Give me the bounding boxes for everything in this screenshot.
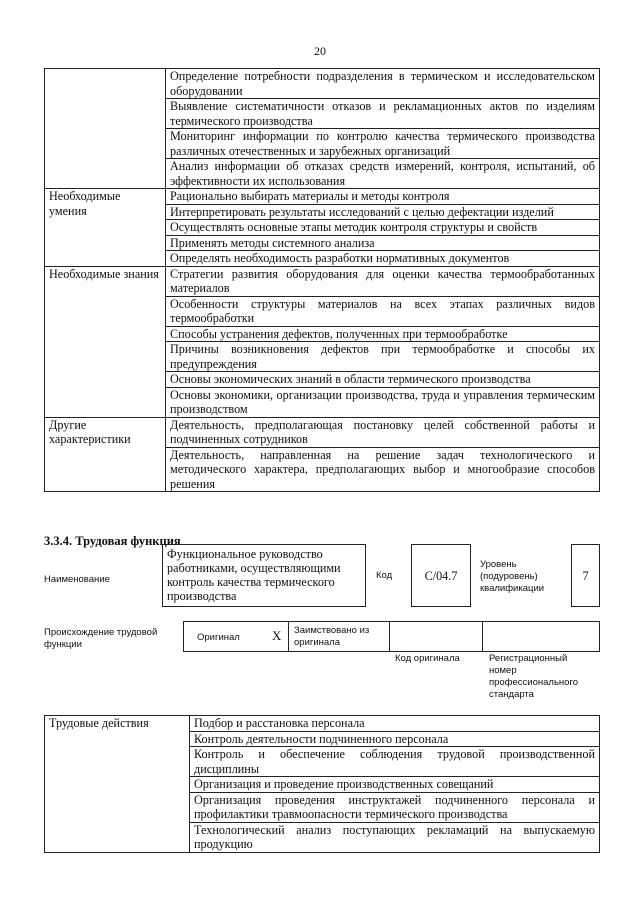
- code-value: С/04.7: [424, 568, 458, 583]
- table-row: [45, 189, 600, 205]
- table-cell: Рационально выбирать материалы и методы контроля: [166, 189, 600, 205]
- original-mark: X: [272, 628, 282, 643]
- table-cell: Определять необходимость разработки нормативных документов: [166, 251, 600, 267]
- table-cell: Контроль деятельности подчиненного персонала: [190, 731, 600, 747]
- table-cell: Основы экономических знаний в области термического производства: [166, 372, 600, 388]
- origin-code-label: Код оригинала: [395, 653, 460, 664]
- name-label: Наименование: [44, 574, 110, 585]
- level-label: Уровень (подуровень) квалификации: [480, 559, 545, 594]
- table-cell: Мониторинг информации по контролю качества термического производства различных отечественных и зарубежных организаций: [166, 129, 600, 159]
- section-title: 3.3.4. Трудовая функция: [44, 534, 181, 548]
- table-cell: Определение потребности подразделения в термическом и исследовательском оборудовании: [166, 69, 600, 99]
- labor-actions-table: [44, 715, 600, 853]
- table-cell: Деятельность, направленная на решение задач технологического и методического характера, предполагающих выбор и многообразие способов решения: [166, 447, 600, 492]
- table-row: [45, 266, 600, 296]
- table-cell: Контроль и обеспечение соблюдения трудовой производственной дисциплины: [190, 747, 600, 777]
- level-value: 7: [582, 568, 589, 583]
- table-cell: Выявление систематичности отказов и рекламационных актов по изделиям термического производства: [166, 99, 600, 129]
- table-row: [45, 716, 600, 732]
- reg-number-label: Регистрационный номер профессионального стандарта: [489, 653, 578, 700]
- page-number: 20: [314, 44, 326, 58]
- row-label: Необходимые умения: [45, 189, 166, 267]
- table-cell: Организация и проведение производственных совещаний: [190, 777, 600, 793]
- table-cell: Стратегии развития оборудования для оценки качества термообработанных материалов: [166, 266, 600, 296]
- table-cell: Особенности структуры материалов на всех этапах различных видов термообработки: [166, 296, 600, 326]
- origin-box: [183, 621, 600, 652]
- table-cell: Технологический анализ поступающих рекламаций на выпускаемую продукцию: [190, 822, 600, 852]
- code-label: Код: [376, 570, 393, 581]
- divider: [288, 621, 289, 652]
- table-cell: Причины возникновения дефектов при термообработке и способы их предупреждения: [166, 342, 600, 372]
- table-row: [45, 417, 600, 447]
- table-row: [45, 69, 600, 99]
- row-label: Необходимые знания: [45, 266, 166, 417]
- row-label: Другие характеристики: [45, 417, 166, 492]
- table-cell: Подбор и расстановка персонала: [190, 716, 600, 732]
- divider: [389, 621, 390, 652]
- function-name-box: [162, 544, 366, 607]
- code-box: [411, 544, 471, 607]
- table-cell: Деятельность, предполагающая постановку целей собственной работы и подчиненных сотрудников: [166, 417, 600, 447]
- level-box: [571, 544, 600, 607]
- origin-label: Происхождение трудовой функции: [44, 627, 158, 650]
- divider: [482, 621, 483, 652]
- table-cell: Интерпретировать результаты исследований с целью дефектации изделий: [166, 204, 600, 220]
- table-cell: Организация проведения инструктажей подчиненного персонала и профилактики травмоопасности термического производства: [190, 792, 600, 822]
- table-cell: Осуществлять основные этапы методик контроля структуры и свойств: [166, 220, 600, 236]
- table-cell: Применять методы системного анализа: [166, 235, 600, 251]
- row-label: [45, 69, 166, 189]
- borrowed-label: Заимствовано из оригинала: [294, 625, 370, 648]
- table-cell: Анализ информации об отказах средств измерений, контроля, испытаний, об эффективности их использования: [166, 159, 600, 189]
- requirements-table: [44, 68, 600, 492]
- row-label: Трудовые действия: [45, 716, 190, 853]
- function-name: Функциональное руководство работниками, осуществляющими контроль качества термического производства: [167, 547, 341, 603]
- original-label: Оригинал: [197, 632, 240, 643]
- table-cell: Основы экономики, организации производства, труда и управления термическим производством: [166, 387, 600, 417]
- table-cell: Способы устранения дефектов, полученных при термообработке: [166, 326, 600, 342]
